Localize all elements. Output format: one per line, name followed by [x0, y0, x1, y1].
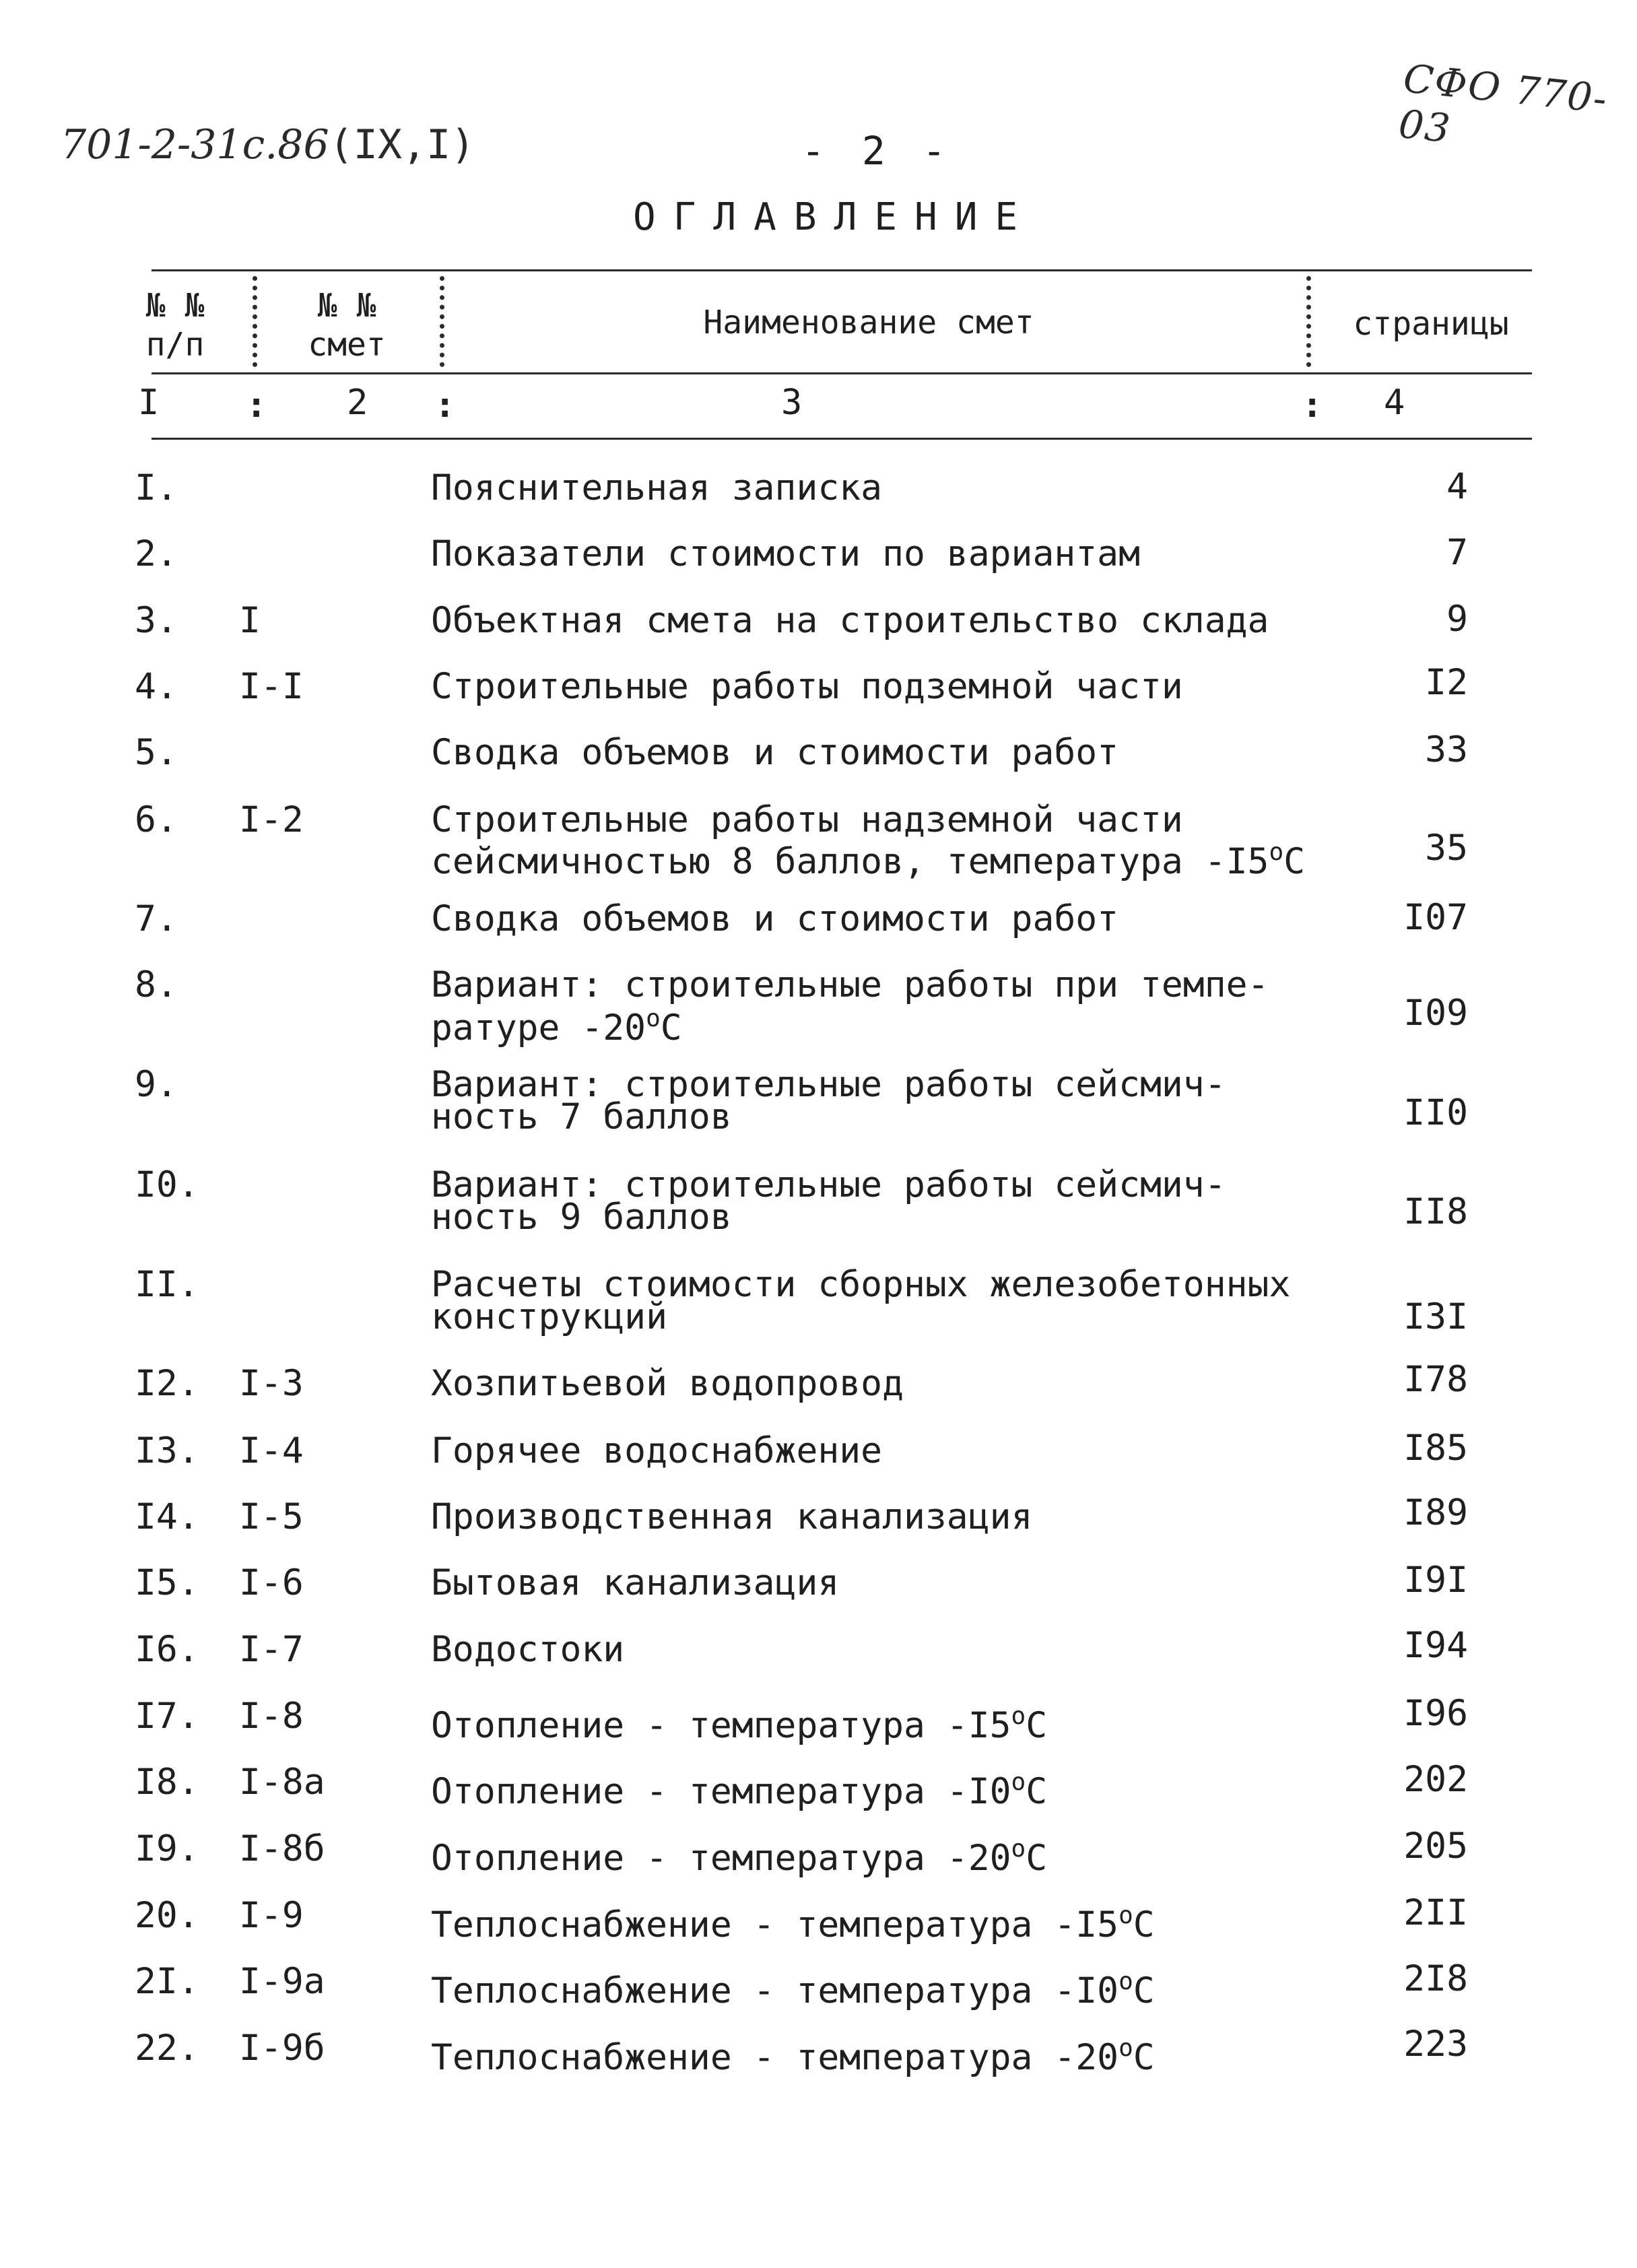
column-separator	[253, 276, 257, 367]
page-number: - 2 -	[801, 128, 953, 174]
estimate-name: Расчеты стоимости сборных железобетонных	[431, 1264, 1291, 1305]
page-ref: I94	[1403, 1625, 1468, 1666]
row-number: 20.	[135, 1895, 199, 1936]
estimate-name: Отопление - температура -I0$^o$C	[431, 1768, 1048, 1812]
page-ref: I96	[1403, 1693, 1468, 1734]
page-ref: 205	[1403, 1826, 1468, 1867]
estimate-name-continued: конструкций	[431, 1296, 667, 1337]
page-ref: 2I8	[1403, 1958, 1468, 1999]
estimate-name: Производственная канализация	[431, 1496, 1033, 1537]
page-ref: 35	[1425, 828, 1468, 869]
estimate-name: Пояснительная записка	[431, 467, 883, 508]
page-ref: I89	[1403, 1492, 1468, 1533]
estimate-name: Строительные работы надземной части	[431, 799, 1183, 840]
page-ref: I2	[1425, 662, 1468, 703]
page-title: ОГЛАВЛЕНИЕ	[633, 195, 1036, 239]
header-estimate-name: Наименование смет	[703, 304, 1034, 341]
column-number-3: 3	[781, 382, 803, 423]
row-number: 22.	[135, 2028, 199, 2069]
header-row-number	[131, 286, 219, 364]
estimate-name: Сводка объемов и стоимости работ	[431, 898, 1119, 939]
page-ref: 7	[1446, 532, 1468, 573]
row-number: I0.	[135, 1164, 199, 1205]
row-number: I2.	[135, 1363, 199, 1404]
estimate-number: I-I	[239, 666, 304, 707]
page-ref: I07	[1403, 897, 1468, 938]
estimate-name: Вариант: строительные работы сейсмич-	[431, 1164, 1226, 1205]
document-code	[61, 121, 475, 168]
row-number: 9.	[135, 1064, 178, 1105]
estimate-name: Отопление - температура -20$^o$C	[431, 1835, 1048, 1879]
estimate-name: Бытовая канализация	[431, 1562, 840, 1603]
page-ref: I09	[1403, 993, 1468, 1034]
estimate-number: I-7	[239, 1629, 304, 1670]
page-ref: 4	[1446, 466, 1468, 507]
estimate-name: Хозпитьевой водопровод	[431, 1363, 904, 1404]
column-number-4: 4	[1384, 382, 1405, 423]
column-number-2: 2	[347, 382, 368, 423]
estimate-name: Водостоки	[431, 1629, 625, 1670]
table-header-rule	[152, 372, 1532, 374]
row-number: I4.	[135, 1496, 199, 1537]
estimate-name-continued: ность 7 баллов	[431, 1096, 732, 1137]
estimate-name: Теплоснабжение - температура -I0$^o$C	[431, 1968, 1155, 2011]
estimate-number: I-8	[239, 1696, 304, 1737]
page-ref: I78	[1403, 1359, 1468, 1400]
estimate-number: I-9	[239, 1895, 304, 1936]
document-code-handwritten: 701-2-31с.86	[61, 121, 329, 168]
table-top-rule	[152, 269, 1532, 271]
estimate-name: Теплоснабжение - температура -I5$^o$C	[431, 1902, 1155, 1945]
estimate-name: Теплоснабжение - температура -20$^o$C	[431, 2034, 1155, 2078]
estimate-number: I-8б	[239, 1828, 325, 1869]
page-ref: I3I	[1403, 1296, 1468, 1337]
estimate-number: I	[239, 600, 261, 641]
estimate-name-continued: ратуре -20$^o$C	[431, 1005, 682, 1048]
row-number: I7.	[135, 1696, 199, 1737]
column-number-1: I	[138, 382, 160, 423]
page-ref: II8	[1403, 1191, 1468, 1232]
estimate-number: I-9б	[239, 2028, 325, 2069]
page-ref: 202	[1403, 1759, 1468, 1800]
estimate-number: I-5	[239, 1496, 304, 1537]
document-code-typed: (IX,I)	[329, 121, 475, 168]
estimate-name: Вариант: строительные работы при темпе-	[431, 964, 1269, 1005]
column-number-separator: :	[1302, 385, 1323, 426]
estimate-name: Сводка объемов и стоимости работ	[431, 732, 1119, 773]
page-ref: I9I	[1403, 1560, 1468, 1601]
row-number: 2.	[135, 533, 178, 574]
row-number: I3.	[135, 1430, 199, 1471]
row-number: 3.	[135, 600, 178, 641]
estimate-name: Отопление - температура -I5$^o$C	[431, 1702, 1048, 1746]
page-ref: 33	[1425, 729, 1468, 770]
row-number: I8.	[135, 1762, 199, 1803]
table-column-numbers-rule	[152, 438, 1532, 440]
page-ref: I85	[1403, 1428, 1468, 1469]
row-number: I6.	[135, 1629, 199, 1670]
header-estimate-number	[293, 286, 401, 364]
column-number-separator: :	[246, 385, 267, 426]
handwritten-archive-mark: СФО 770-03	[1396, 55, 1611, 152]
header-estimate-number-line2: смет	[308, 326, 386, 364]
estimate-number: I-9а	[239, 1961, 325, 2002]
estimate-name-continued: ность 9 баллов	[431, 1197, 732, 1238]
page-ref: 223	[1403, 2024, 1468, 2065]
column-separator	[1306, 276, 1311, 367]
estimate-name: Строительные работы подземной части	[431, 666, 1183, 707]
header-row-number-line1: № №	[145, 287, 205, 325]
page-ref: II0	[1403, 1092, 1468, 1133]
estimate-name: Показатели стоимости по вариантам	[431, 533, 1140, 574]
estimate-number: I-4	[239, 1430, 304, 1471]
row-number: I9.	[135, 1828, 199, 1869]
estimate-name: Вариант: строительные работы сейсмич-	[431, 1064, 1226, 1105]
estimate-number: I-6	[239, 1562, 304, 1603]
column-number-separator: :	[434, 385, 456, 426]
row-number: 2I.	[135, 1961, 199, 2002]
header-estimate-number-line1: № №	[317, 287, 376, 325]
row-number: II.	[135, 1264, 199, 1305]
row-number: I5.	[135, 1562, 199, 1603]
row-number: 4.	[135, 666, 178, 707]
page-ref: 2II	[1403, 1892, 1468, 1933]
page-ref: 9	[1446, 599, 1468, 640]
header-row-number-line2: п/п	[145, 326, 205, 364]
row-number: 6.	[135, 799, 178, 840]
row-number: 5.	[135, 732, 178, 773]
header-pages: страницы	[1353, 305, 1509, 343]
row-number: 8.	[135, 964, 178, 1005]
row-number: 7.	[135, 898, 178, 939]
estimate-number: I-2	[239, 799, 304, 840]
column-separator	[440, 276, 444, 367]
estimate-number: I-8а	[239, 1762, 325, 1803]
estimate-name: Горячее водоснабжение	[431, 1430, 883, 1471]
estimate-name-continued: сейсмичностью 8 баллов, температура -I5$^o$C	[431, 838, 1306, 882]
estimate-name: Объектная смета на строительство склада	[431, 600, 1269, 641]
row-number: I.	[135, 467, 178, 508]
estimate-number: I-3	[239, 1363, 304, 1404]
